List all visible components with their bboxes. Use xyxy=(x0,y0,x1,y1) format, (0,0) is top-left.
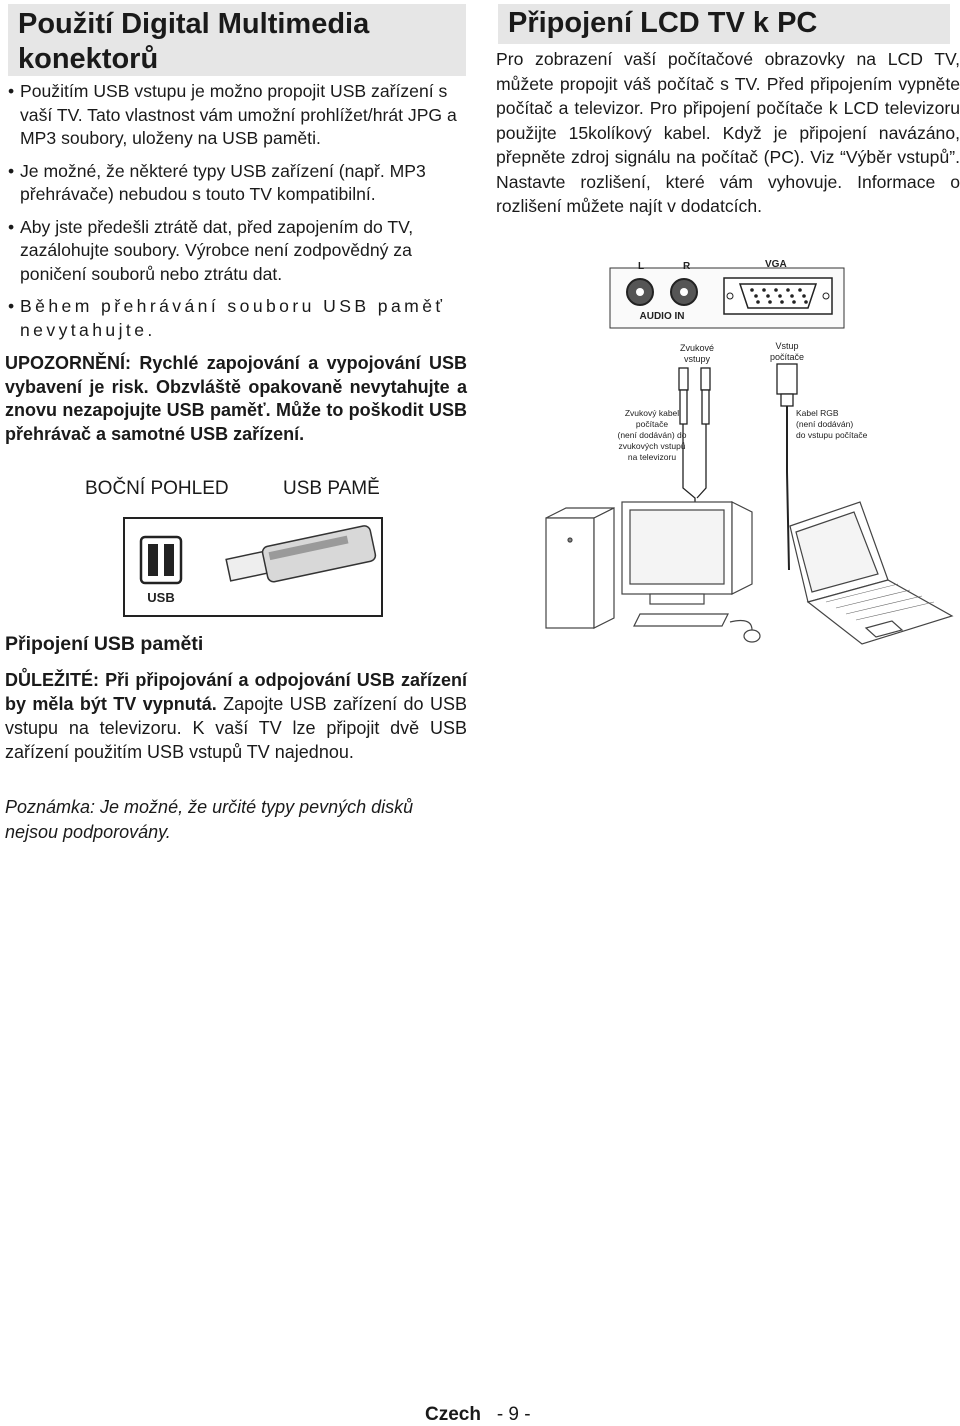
section-title-pc-connection: Připojení LCD TV k PC xyxy=(498,4,950,44)
page-number: - 9 - xyxy=(496,1404,531,1425)
keyboard-mouse-icon xyxy=(634,614,760,642)
list-item: • Použitím USB vstupu je možno propojit USB zařízení s vaší TV. Tato vlastnost vám umožní prohlížet/hrát JPG a MP3 soubory, uloženy na USB paměti. xyxy=(8,80,468,151)
usb-port-icon xyxy=(141,537,181,583)
label-rgb-cable-3: do vstupu počítače xyxy=(796,430,868,440)
usb-port-label: USB xyxy=(147,590,175,605)
usb-connection-title: Připojení USB paměti xyxy=(5,633,204,655)
section-title-digital-multimedia: Použití Digital Multimedia konektorů xyxy=(8,4,466,76)
usb-warning: UPOZORNĚNÍ: Rychlé zapojování a vypojování USB vybavení je risk. Obzvláště opakovaně nevytahujte a znovu nezapojujte USB paměť. Může to poškodit USB přehrávač a samotné USB zařízení. xyxy=(5,353,467,444)
usb-notes-list xyxy=(8,80,468,351)
pc-connection-diagram xyxy=(490,240,960,660)
usb-side-view-illustration xyxy=(0,510,400,620)
usb-memory-label: USB PAMĚ xyxy=(283,478,380,499)
label-r: R xyxy=(683,261,691,272)
important-paragraph xyxy=(5,668,467,764)
pc-connection-paragraph: Pro zobrazení vaší počítačové obrazovky na LCD TV, můžete propojit váš počítač s TV. Před připojením vypněte počítač a televizor. Pro připojení počítače k LCD televizoru použijte 15kolíkový kabel. Když je připojení navázáno, přepněte zdroj signálu na počítač (PC). Viz “Výběr vstupů”. Nastavte rozlišení, které vám vyhovuje. Informace o rozlišení můžete najít v dodatcích. xyxy=(496,49,960,216)
footer-language: Czech xyxy=(425,1404,481,1425)
crt-monitor-icon xyxy=(622,502,752,604)
label-audio-cable-3: (není dodáván) do xyxy=(617,430,687,440)
hdd-note: Poznámka: Je možné, že určité typy pevných disků nejsou podporovány. xyxy=(5,797,414,842)
label-audio-cable-5: na televizoru xyxy=(627,452,677,462)
list-item: • Během přehrávání souboru USB paměť nevytahujte. xyxy=(8,295,468,342)
label-vga: VGA xyxy=(765,259,787,270)
desktop-tower-icon xyxy=(546,508,614,628)
label-pc-input-2: počítače xyxy=(769,352,805,362)
label-audio-inputs-1: Zvukové xyxy=(679,343,715,353)
label-audio-in: AUDIO IN xyxy=(639,311,685,322)
label-rgb-cable-2: (není dodáván) xyxy=(796,419,854,429)
label-l: L xyxy=(638,261,645,272)
important-bold-text: DŮLEŽITÉ: Při připojování a odpojování USB zařízení by měla být TV vypnutá. xyxy=(5,670,467,714)
label-pc-input-1: Vstup xyxy=(775,341,799,351)
label-audio-inputs-2: vstupy xyxy=(683,354,711,364)
list-item: • Je možné, že některé typy USB zařízení (např. MP3 přehrávače) nebudou s touto TV kompatibilní. xyxy=(8,160,468,207)
list-item: • Aby jste předešli ztrátě dat, před zapojením do TV, zazálohujte soubory. Výrobce není zodpovědný za poničení souborů nebo ztrátu dat. xyxy=(8,216,468,287)
label-rgb-cable-1: Kabel RGB xyxy=(796,408,839,418)
label-audio-cable-2: počítače xyxy=(635,419,669,429)
laptop-icon xyxy=(790,502,952,644)
side-view-label: BOČNÍ POHLED xyxy=(85,478,229,499)
usb-stick-icon xyxy=(226,525,376,583)
important-rest-text: Zapojte USB zařízení do USB vstupu na televizoru. K vaší TV lze připojit dvě USB zařízení použitím USB vstupů TV najednou. xyxy=(5,694,467,762)
label-audio-cable-4: zvukových vstupů xyxy=(618,441,686,451)
label-audio-cable-1: Zvukový kabel xyxy=(624,408,680,418)
